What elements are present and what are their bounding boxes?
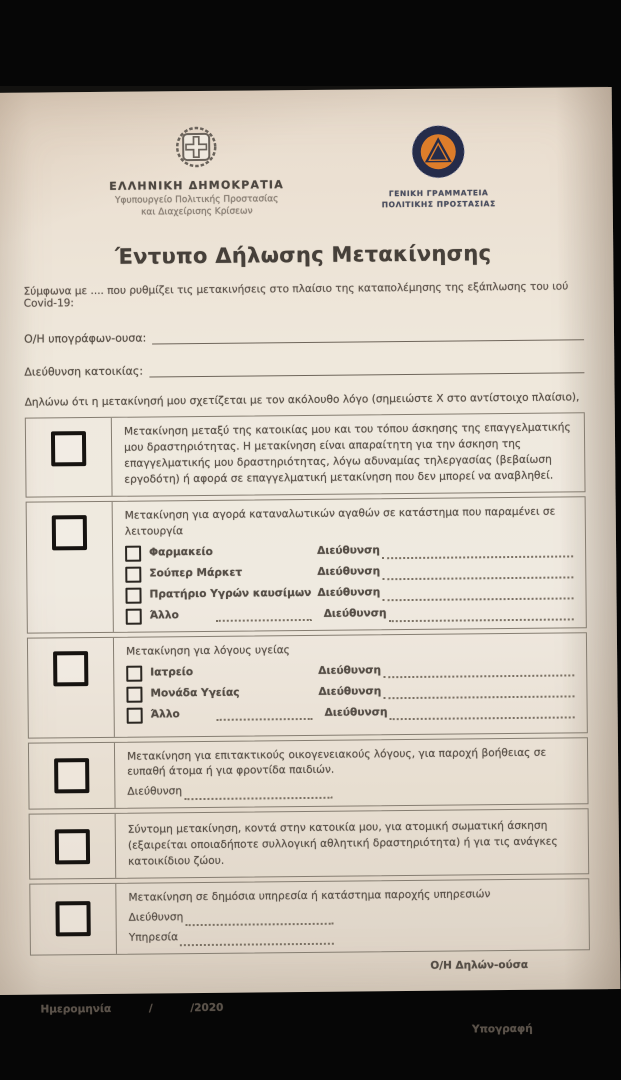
option-doctor-label: Ιατρείο — [150, 665, 194, 679]
address-label: Διεύθυνση — [323, 606, 387, 620]
other-fill-line[interactable] — [216, 609, 312, 622]
checkbox-gas-station[interactable] — [125, 587, 141, 603]
address-fill-line[interactable] — [383, 686, 574, 700]
reason-row-health — [27, 632, 588, 738]
date-label: Ημερομηνία — [40, 1002, 112, 1016]
address-fill-line[interactable] — [389, 707, 574, 721]
intro-text: Σύμφωνα με .... που ρυθμίζει τις μετακινήσεις στο πλαίσιο της καταπολέμησης της εξάπλωσης του ιού Covid-19: — [23, 280, 569, 310]
home-address-label: Διεύθυνση κατοικίας: — [24, 364, 144, 379]
reason-public-service-text: Μετακίνηση σε δημόσια υπηρεσία ή κατάστημα παροχής υπηρεσιών — [128, 888, 491, 904]
address-fill-line[interactable] — [185, 912, 333, 925]
ministry-subtitle-line2: και Διαχείρισης Κρίσεων — [141, 206, 253, 218]
address-label: Διεύθυνση — [127, 785, 183, 799]
address-label: Διεύθυνση — [128, 910, 184, 924]
checkbox-exercise[interactable] — [55, 829, 90, 864]
checkbox-supermarket[interactable] — [125, 566, 141, 582]
reason-family-text: Μετακίνηση για επιτακτικούς οικογενειακούς λόγους, για παροχή βοήθειας σε ευπαθή άτομα ή για φροντίδα παιδιών. — [127, 746, 547, 779]
gscp-line1: ΓΕΝΙΚΗ ΓΡΑΜΜΑΤΕΙΑ — [388, 188, 489, 199]
checkbox-health[interactable] — [53, 651, 88, 686]
address-label: Διεύθυνση — [318, 663, 382, 677]
checkbox-public-service[interactable] — [55, 901, 90, 936]
reasons-table — [25, 413, 590, 956]
reason-shopping-text: Μετακίνηση για αγορά καταναλωτικών αγαθών σε κατάστημα που παραμένει σε λειτουργία — [124, 505, 556, 538]
reason-exercise-text: Σύντομη μετακίνηση, κοντά στην κατοικία μου, για ατομική σωματική άσκηση (εξαιρείται οποιαδήποτε συλλογική αθλητική δραστηριότητα) ή για τις ανάγκες κατοικίδιου ζώου. — [127, 819, 558, 868]
ministry-title: ΕΛΛΗΝΙΚΗ ΔΗΜΟΚΡΑΤΙΑ — [109, 178, 284, 193]
reason-row-shopping — [26, 496, 587, 633]
address-fill-line[interactable] — [388, 608, 573, 622]
address-label: Διεύθυνση — [324, 705, 388, 719]
form-title: Έντυπο Δήλωσης Μετακίνησης — [115, 241, 492, 270]
checkbox-pharmacy[interactable] — [125, 545, 141, 561]
checkbox-health-unit[interactable] — [126, 686, 142, 702]
reason-row-exercise — [29, 808, 590, 879]
option-pharmacy-label: Φαρμακείο — [149, 545, 213, 559]
signature-label: Υπογραφή — [471, 1022, 533, 1035]
photo-of-paper-form — [0, 86, 608, 1035]
signer-input-line[interactable] — [152, 327, 584, 345]
civil-protection-block — [353, 122, 524, 211]
checkbox-shopping[interactable] — [52, 515, 87, 550]
address-label: Διεύθυνση — [317, 585, 381, 599]
address-label: Διεύθυνση — [317, 564, 381, 578]
hellenic-republic-emblem-icon — [174, 125, 218, 173]
address-fill-line[interactable] — [383, 665, 574, 679]
address-fill-line[interactable] — [382, 566, 573, 580]
signer-label: Ο/Η υπογράφων-ουσα: — [23, 331, 147, 346]
form-footer — [30, 970, 591, 1065]
checkbox-other-shop[interactable] — [126, 608, 142, 624]
option-gas-station-label: Πρατήριο Υγρών καυσίμων — [149, 586, 312, 601]
address-label: Διεύθυνση — [317, 543, 380, 557]
address-fill-line[interactable] — [382, 545, 573, 559]
declarant-label: Ο/Η Δηλών-ούσα — [430, 958, 529, 972]
option-other-health-label: Άλλο — [150, 707, 180, 721]
service-label: Υπηρεσία — [128, 930, 179, 944]
paper-sheet — [0, 87, 620, 1035]
date-slash-1[interactable]: / — [148, 1002, 153, 1015]
gscp-line2: ΠΟΛΙΤΙΚΗΣ ΠΡΟΣΤΑΣΙΑΣ — [381, 199, 496, 210]
date-slash-2[interactable]: /2020 — [190, 1001, 224, 1014]
address-fill-line[interactable] — [382, 587, 573, 601]
reason-work-text: Μετακίνηση μεταξύ της κατοικίας μου και του τόπου άσκησης της επαγγελματικής μου δραστηριότητας. Η μετακίνηση είναι απαραίτητη για την άσκηση της επαγγελματικής μου δραστηριότητας, λόγω αδυναμίας τηλεργασίας (βεβαίωση εργοδότη) ή αφορά σε επαγγελματική μετακίνηση που δεν μπορεί να αναβληθεί. — [123, 421, 571, 486]
declaration-text: Δηλώνω ότι η μετακίνησή μου σχετίζεται με τον ακόλουθο λόγο (σημειώστε Χ στο αντίστοιχο πλαίσιο), — [24, 391, 580, 409]
ministry-subtitle-line1: Υφυπουργείο Πολιτικής Προστασίας — [114, 194, 279, 206]
home-address-input-line[interactable] — [149, 360, 584, 378]
other-fill-line[interactable] — [217, 707, 313, 720]
checkbox-family[interactable] — [54, 758, 89, 793]
service-fill-line[interactable] — [180, 932, 334, 945]
reason-row-public-service — [29, 878, 590, 955]
checkbox-other-health[interactable] — [127, 707, 143, 723]
address-fill-line[interactable] — [184, 787, 332, 800]
civil-protection-logo-icon — [411, 124, 466, 183]
hellenic-republic-block — [81, 124, 312, 219]
reason-row-work — [25, 413, 586, 498]
checkbox-work[interactable] — [51, 431, 86, 466]
checkbox-doctor[interactable] — [126, 665, 142, 681]
reason-row-family — [28, 737, 589, 810]
option-health-unit-label: Μονάδα Υγείας — [150, 686, 240, 700]
option-supermarket-label: Σούπερ Μάρκετ — [149, 566, 243, 580]
reason-health-text: Μετακίνηση για λόγους υγείας — [125, 643, 290, 658]
form-header — [22, 121, 583, 220]
option-other-label: Άλλο — [149, 608, 179, 622]
address-label: Διεύθυνση — [318, 684, 382, 698]
